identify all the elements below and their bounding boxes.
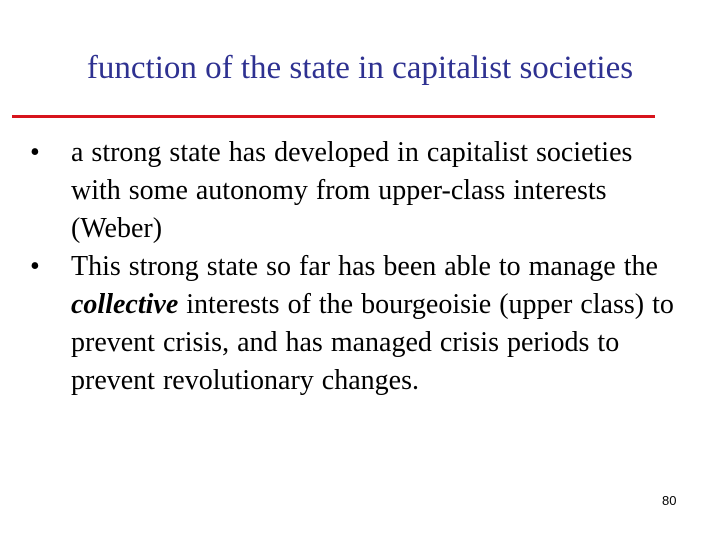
bullet-text-before: This strong state so far has been able to manage the	[71, 251, 658, 282]
bullet-text: a strong state has developed in capitalist societies with some autonomy from upper-class interests (Weber)	[71, 137, 633, 244]
title-underline-rule	[12, 115, 655, 118]
bullet-list	[0, 134, 720, 400]
bullet-marker: •	[30, 251, 40, 282]
slide-title: function of the state in capitalist societies	[86, 50, 634, 86]
bullet-emphasis: collective	[71, 289, 179, 320]
bullet-item	[0, 134, 720, 248]
page-number: 80	[662, 493, 677, 508]
bullet-marker: •	[30, 137, 40, 168]
bullet-item	[0, 248, 720, 400]
bullet-text-after: interests of the bourgeoisie (upper class) to prevent crisis, and has managed crisis periods to prevent revolutionary changes.	[71, 289, 674, 396]
